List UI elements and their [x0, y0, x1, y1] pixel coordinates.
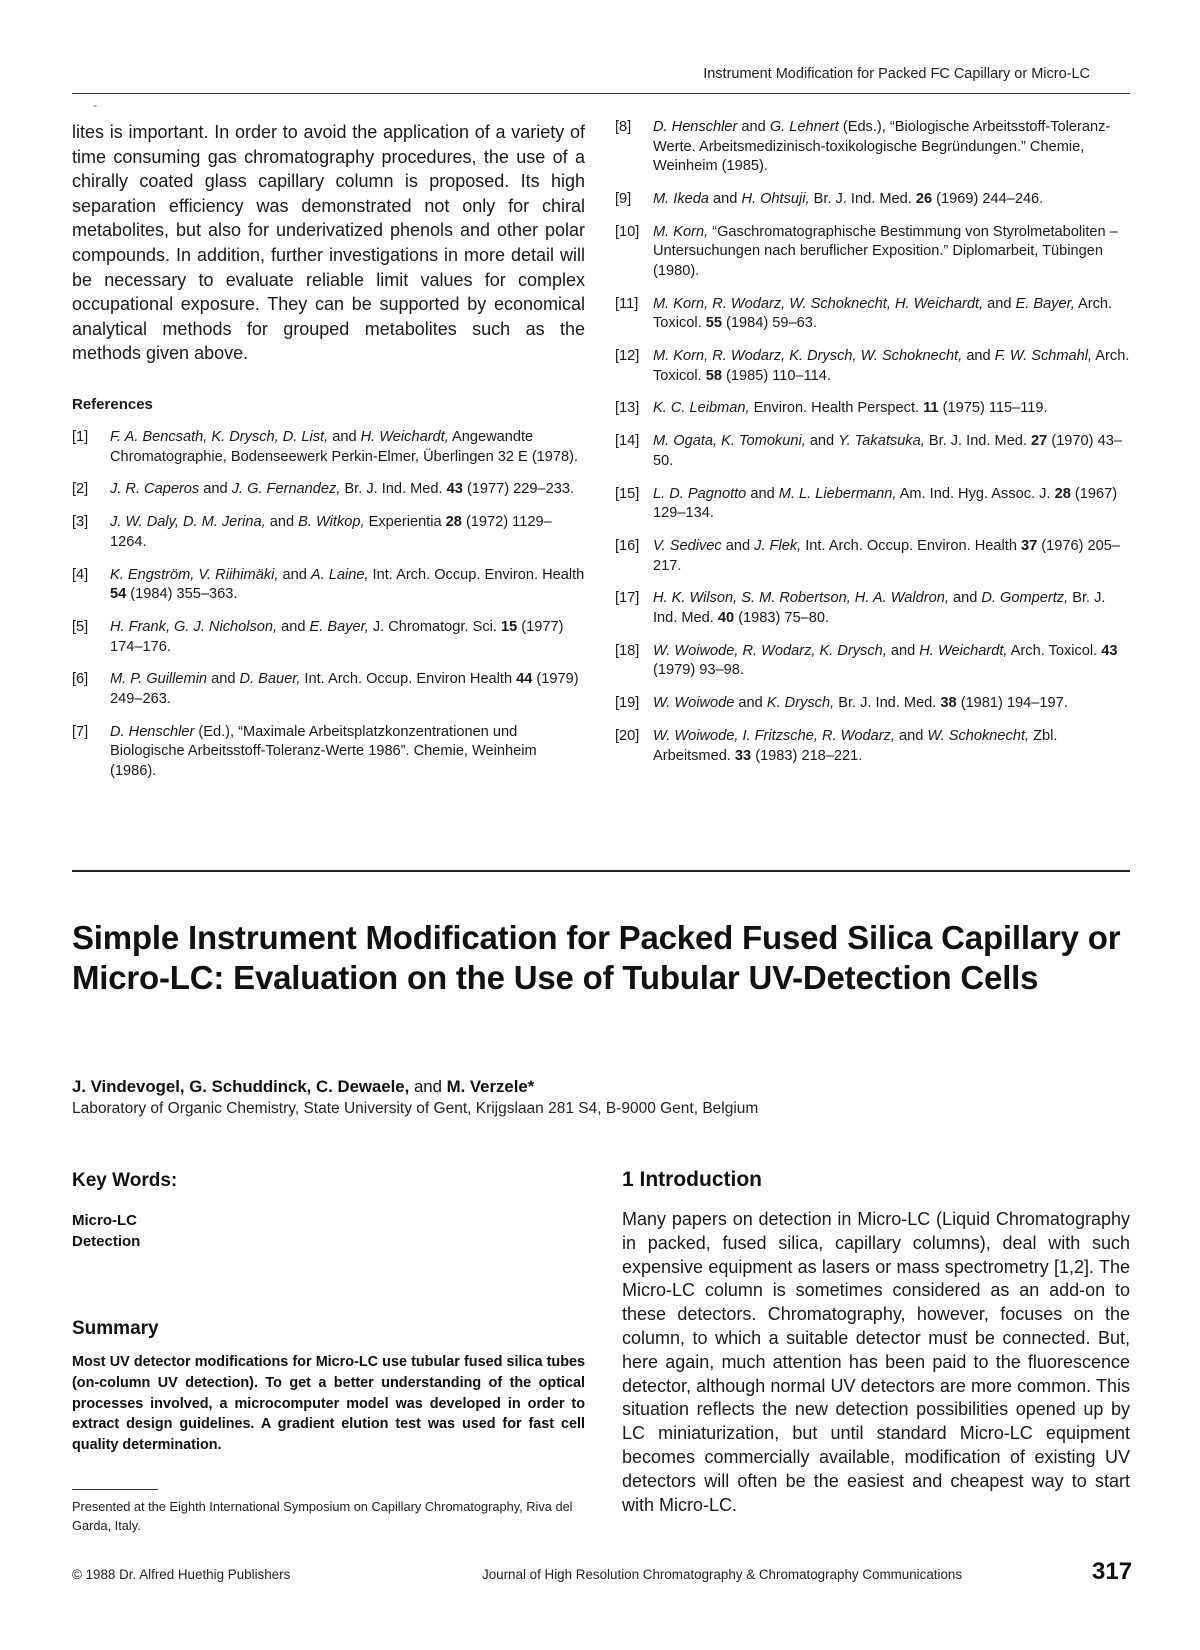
reference-authors: D. Gompertz,	[981, 590, 1069, 607]
reference-item	[72, 566, 585, 605]
authors-corresponding: M. Verzele*	[446, 1077, 535, 1096]
reference-conjunction: and	[265, 514, 299, 531]
reference-authors: J. W. Daly, D. M. Jerina,	[110, 514, 266, 531]
key-words-heading: Key Words:	[72, 1170, 178, 1191]
reference-pages: (1977) 174–176.	[110, 618, 564, 655]
reference-text	[653, 694, 1130, 714]
reference-authors: W. Woiwode, R. Wodarz, K. Drysch,	[653, 642, 887, 659]
reference-volume: 26	[915, 190, 933, 207]
reference-text	[653, 399, 1130, 419]
reference-pages: (1967) 129–134.	[653, 485, 1118, 522]
reference-pages: (1985) 110–114.	[721, 367, 831, 384]
reference-pages: (1970) 43–50.	[653, 433, 1122, 469]
reference-source: Angewandte Chromatographie, Bodenseewerk Perkin-Elmer, Überlingen 32 E (1978).	[110, 429, 579, 465]
reference-pages: (1977) 229–233.	[462, 481, 575, 498]
reference-authors: W. Schoknecht,	[927, 727, 1030, 744]
reference-authors: H. K. Wilson, S. M. Robertson, H. A. Waldron,	[653, 590, 949, 607]
reference-item	[615, 223, 1130, 282]
reference-volume: 43	[1101, 642, 1118, 659]
reference-text	[110, 618, 585, 657]
reference-number: [5]	[72, 618, 89, 635]
reference-authors: Y. Takatsuka,	[838, 433, 925, 450]
reference-volume: 43	[446, 481, 463, 498]
reference-item	[615, 537, 1130, 576]
reference-item	[615, 118, 1130, 177]
reference-item	[615, 642, 1130, 681]
reference-text	[653, 347, 1130, 386]
reference-pages: (1976) 205–217.	[653, 538, 1121, 574]
reference-authors: A. Laine,	[310, 566, 369, 583]
reference-volume: 28	[445, 514, 462, 531]
reference-item	[615, 727, 1130, 766]
reference-text	[110, 723, 585, 782]
reference-source: Am. Ind. Hyg. Assoc. J.	[896, 485, 1055, 502]
reference-volume: 55	[705, 315, 722, 332]
key-words-list	[72, 1210, 140, 1252]
reference-volume: 27	[1031, 433, 1048, 450]
reference-number: [16]	[615, 538, 640, 554]
reference-pages: (1983) 218–221.	[751, 747, 863, 764]
reference-authors: B. Witkop,	[298, 514, 365, 531]
reference-authors: M. Ikeda	[653, 190, 709, 207]
reference-source: Br. J. Ind. Med.	[809, 190, 916, 207]
summary-heading: Summary	[72, 1318, 159, 1339]
reference-authors: H. Ohtsuji,	[741, 190, 810, 207]
reference-authors: L. D. Pagnotto	[653, 485, 747, 502]
reference-conjunction: and	[948, 590, 982, 607]
reference-authors: H. Frank, G. J. Nicholson,	[110, 618, 278, 635]
reference-number: [12]	[615, 348, 640, 365]
reference-item	[72, 513, 585, 552]
reference-volume: 33	[734, 747, 752, 764]
reference-pages: (1984) 355–363.	[126, 586, 238, 603]
reference-item	[615, 295, 1130, 334]
reference-text	[110, 566, 585, 605]
reference-text	[653, 432, 1130, 471]
reference-volume: 11	[923, 400, 939, 417]
reference-authors: M. P. Guillemin	[110, 671, 208, 688]
introduction-heading: 1 Introduction	[622, 1168, 762, 1191]
reference-source: Arch. Toxicol.	[1007, 642, 1102, 659]
running-header: Instrument Modification for Packed FC Capillary or Micro-LC	[703, 66, 1090, 82]
reference-conjunction: and	[805, 433, 839, 450]
reference-text	[110, 428, 585, 467]
reference-volume: 38	[940, 695, 957, 712]
reference-item	[615, 190, 1130, 210]
reference-conjunction: and	[277, 618, 310, 635]
author-line	[72, 1077, 534, 1097]
reference-volume: 15	[500, 618, 518, 635]
reference-source: Int. Arch. Occup. Environ. Health	[801, 538, 1022, 554]
reference-source: (Eds.), “Biologische Arbeitsstoff-Toleranz-Werte. Arbeitsmedizinisch-toxikologische Begründungen.” Chemie, Weinheim (1985).	[653, 119, 1111, 175]
reference-source: Br. J. Ind. Med.	[340, 481, 447, 498]
affiliation: Laboratory of Organic Chemistry, State University of Gent, Krijgslaan 281 S4, B-9000 Gent, Belgium	[72, 1100, 759, 1117]
introduction-text: Many papers on detection in Micro-LC (Liquid Chromatography in packed, fused silica, capillary columns), deal with such expensive equipment as lasers or mass spectrometry [1,2]. The Micro-LC column is sometimes considered as an add-on to these detectors. Chromatography, however, focuses on the column, to which a suitable detector must be connected. But, here again, much attention has been paid to the fluorescence detector, although normal UV detectors are more common. This situation reflects the new detection possibilities opened up by LC miniaturization, but until standard Micro-LC equipment becomes commercially available, modification of existing UV detectors will often be the easiest and cheapest way to start with Micro-LC.	[622, 1209, 1130, 1515]
reference-source: Int. Arch. Occup. Environ Health	[300, 671, 517, 688]
reference-item	[615, 485, 1130, 524]
hyphen-mark: -	[93, 98, 97, 112]
reference-source: Experientia	[364, 514, 446, 531]
reference-conjunction: and	[199, 481, 232, 498]
reference-source: Int. Arch. Occup. Environ. Health	[368, 566, 585, 583]
reference-text	[653, 727, 1130, 766]
reference-conjunction: and	[894, 727, 928, 744]
reference-number: [1]	[72, 429, 89, 445]
reference-authors: J. R. Caperos	[110, 481, 200, 498]
reference-number: [17]	[615, 590, 640, 607]
reference-number: [11]	[615, 295, 639, 312]
continuation-paragraph: lites is important. In order to avoid the application of a variety of time consuming gas chromatography procedures, the use of a chirally coated glass capillary column is proposed. Its high separation efficiency was demonstrated not only for chiral metabolites, but also for underivatized phenols and other polar compounds. In addition, further investigations in more detail will be necessary to evaluate reliable limit values for complex occupational exposure. They can be supported by economical analytical methods for grouped metabolites such as the methods given above.	[72, 122, 585, 364]
copyright: © 1988 Dr. Alfred Huethig Publishers	[72, 1567, 291, 1582]
reference-authors: F. A. Bencsath, K. Drysch, D. List,	[110, 429, 329, 445]
reference-item	[615, 347, 1130, 386]
reference-pages: (1972) 1129–1264.	[110, 514, 552, 550]
references-list-left	[72, 428, 585, 795]
reference-item	[72, 480, 585, 500]
reference-text	[110, 480, 585, 500]
journal-name: Journal of High Resolution Chromatography & Chromatography Communications	[482, 1567, 963, 1582]
reference-item	[72, 428, 585, 467]
reference-number: [14]	[615, 433, 640, 450]
reference-source: “Gaschromatographische Bestimmung von Styrolmetaboliten – Untersuchungen nach beruflicher Exposition.” Diplomarbeit, Tübingen (1980).	[653, 223, 1118, 279]
reference-authors: K. Drysch,	[766, 695, 835, 712]
summary-text: Most UV detector modifications for Micro-LC use tubular fused silica tubes (on-column UV detection). To get a better understanding of the optical processes involved, a microcomputer model was developed in order to extract design guidelines. A gradient elution test was used for fast cell quality determination.	[72, 1354, 585, 1454]
article-separator-rule	[72, 870, 1130, 872]
reference-authors: F. W. Schmahl,	[994, 348, 1093, 365]
reference-item	[72, 670, 585, 709]
reference-volume: 54	[110, 586, 127, 603]
reference-text	[653, 642, 1130, 681]
reference-source: J. Chromatogr. Sci.	[368, 618, 501, 635]
reference-source: Arch. Toxicol.	[653, 348, 1130, 384]
reference-authors: D. Bauer,	[239, 671, 301, 688]
reference-authors: J. G. Fernandez,	[231, 481, 341, 498]
reference-text	[653, 295, 1130, 334]
reference-item	[72, 723, 585, 782]
reference-authors: M. Ogata, K. Tomokuni,	[653, 433, 806, 450]
reference-authors: E. Bayer,	[1015, 295, 1075, 312]
article-title: Simple Instrument Modification for Packed Fused Silica Capillary or Micro-LC: Evaluation on the Use of Tubular UV-Detection Cells	[72, 919, 1121, 996]
reference-conjunction: and	[328, 429, 361, 445]
authors-primary: J. Vindevogel, G. Schuddinck, C. Dewaele,	[72, 1077, 410, 1096]
reference-conjunction: and	[737, 119, 770, 135]
reference-authors: D. Henschler	[110, 723, 195, 740]
reference-volume: 28	[1054, 485, 1071, 502]
reference-authors: H. Weichardt,	[919, 642, 1008, 659]
reference-pages: (1983) 75–80.	[734, 609, 830, 626]
reference-pages: (1979) 249–263.	[110, 671, 579, 707]
reference-text	[653, 537, 1130, 576]
reference-volume: 44	[516, 671, 533, 688]
reference-authors: J. Flek,	[754, 538, 802, 554]
reference-volume: 37	[1021, 538, 1038, 554]
reference-authors: G. Lehnert	[769, 119, 839, 135]
reference-number: [8]	[615, 119, 632, 135]
header-rule	[72, 93, 1130, 94]
reference-number: [19]	[615, 695, 640, 712]
reference-conjunction: and	[708, 190, 742, 207]
reference-volume: 58	[705, 367, 722, 384]
reference-source: Arch. Toxicol.	[653, 295, 1113, 332]
reference-number: [6]	[72, 671, 89, 688]
reference-source: (Ed.), “Maximale Arbeitsplatzkonzentrationen und Biologische Arbeitsstoff-Toleranz-Werte 1986”. Chemie, Weinheim (1986).	[110, 723, 537, 779]
reference-text	[653, 190, 1130, 210]
reference-source: Br. J. Ind. Med.	[924, 433, 1032, 450]
reference-text	[653, 485, 1130, 524]
reference-authors: M. L. Liebermann,	[778, 485, 897, 502]
reference-conjunction: and	[721, 538, 755, 554]
reference-pages: (1979) 93–98.	[653, 662, 744, 679]
reference-source: Zbl. Arbeitsmed.	[653, 727, 1058, 764]
reference-text	[653, 223, 1130, 282]
reference-item	[615, 399, 1130, 419]
reference-pages: (1975) 115–119.	[938, 400, 1048, 417]
reference-number: [18]	[615, 642, 640, 659]
reference-authors: M. Korn,	[653, 223, 709, 240]
reference-pages: (1981) 194–197.	[956, 695, 1068, 712]
reference-number: [20]	[615, 727, 640, 744]
key-word: Detection	[72, 1233, 141, 1250]
reference-conjunction: and	[886, 642, 920, 659]
reference-item	[615, 432, 1130, 471]
reference-conjunction: and	[746, 485, 779, 502]
reference-source: Br. J. Ind. Med.	[653, 590, 1106, 626]
reference-source: Environ. Health Perspect.	[749, 400, 924, 417]
reference-pages: (1969) 244–246.	[932, 190, 1044, 207]
reference-conjunction: and	[278, 566, 311, 583]
reference-authors: K. C. Leibman,	[653, 400, 750, 417]
reference-conjunction: and	[983, 295, 1016, 312]
reference-text	[110, 670, 585, 709]
page-number: 317	[1092, 1558, 1133, 1585]
reference-authors: W. Woiwode, I. Fritzsche, R. Wodarz,	[653, 727, 895, 744]
reference-authors: H. Weichardt,	[360, 429, 449, 445]
reference-volume: 40	[717, 609, 735, 626]
reference-authors: M. Korn, R. Wodarz, W. Schoknecht, H. Weichardt,	[653, 295, 984, 312]
reference-number: [3]	[72, 514, 89, 531]
reference-item	[615, 589, 1130, 628]
reference-number: [9]	[615, 190, 632, 207]
reference-authors: K. Engström, V. Riihimäki,	[110, 566, 279, 583]
key-word: Micro-LC	[72, 1212, 137, 1229]
reference-number: [13]	[615, 400, 640, 417]
footnote-rule	[72, 1489, 158, 1490]
reference-source: Br. J. Ind. Med.	[834, 695, 941, 712]
authors-conjunction: and	[409, 1077, 447, 1096]
reference-text	[653, 118, 1130, 177]
reference-conjunction: and	[962, 348, 995, 365]
reference-conjunction: and	[734, 695, 767, 712]
reference-number: [4]	[72, 566, 89, 583]
reference-pages: (1984) 59–63.	[721, 315, 817, 332]
reference-authors: M. Korn, R. Wodarz, K. Drysch, W. Schoknecht,	[653, 348, 963, 365]
reference-item	[72, 618, 585, 657]
reference-text	[653, 589, 1130, 628]
footnote: Presented at the Eighth International Symposium on Capillary Chromatography, Riva del Garda, Italy.	[72, 1499, 573, 1533]
reference-conjunction: and	[207, 671, 240, 688]
reference-authors: V. Sedivec	[653, 538, 722, 554]
reference-number: [2]	[72, 481, 89, 498]
reference-authors: D. Henschler	[653, 119, 738, 135]
reference-item	[615, 694, 1130, 714]
reference-authors: W. Woiwode	[653, 695, 735, 712]
reference-number: [15]	[615, 485, 640, 502]
reference-text	[110, 513, 585, 552]
references-list-right	[615, 118, 1130, 779]
reference-number: [7]	[72, 723, 89, 740]
reference-authors: E. Bayer,	[309, 618, 369, 635]
references-heading: References	[72, 396, 153, 413]
reference-number: [10]	[615, 223, 640, 240]
